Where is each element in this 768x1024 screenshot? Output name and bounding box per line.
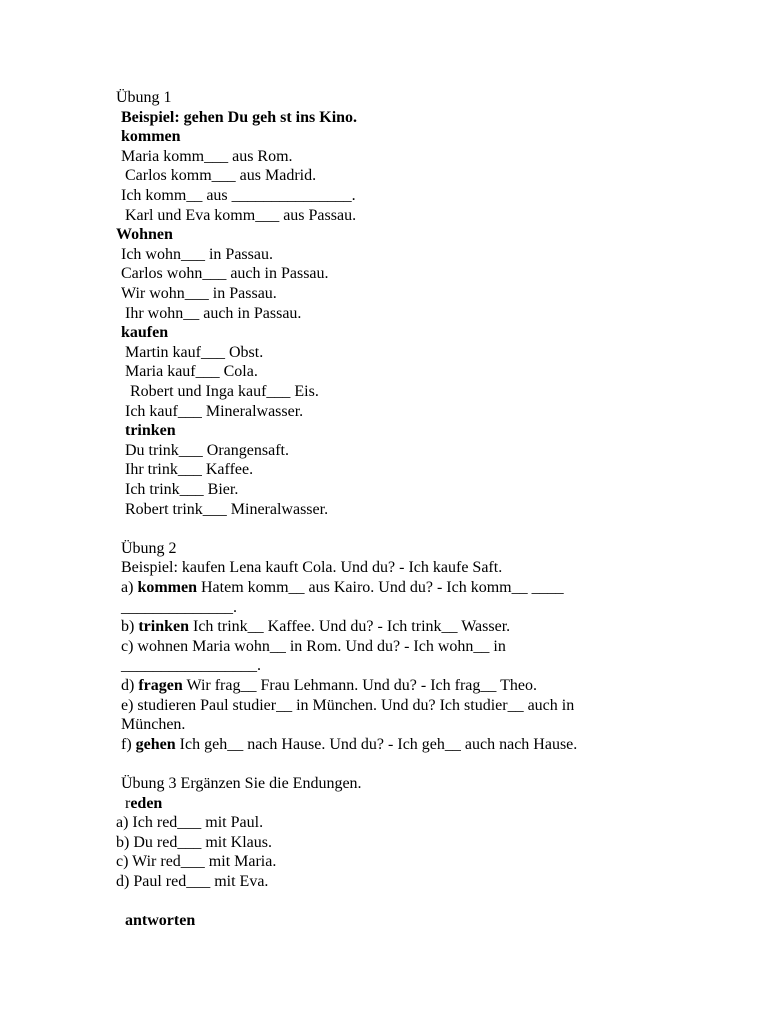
uebung3-title: Übung 3 Ergänzen Sie die Endungen. [121, 775, 362, 792]
exercise-line-e-continued: München. [121, 716, 186, 734]
exercise-line: Ich komm__ aus _______________. [121, 187, 356, 204]
exercise-line: Du trink___ Orangensaft. [125, 441, 289, 459]
exercise-line: c) Wir red___ mit Maria. [116, 853, 277, 871]
exercise-line: Robert trink___ Mineralwasser. [125, 500, 329, 518]
exercise-line: Karl und Eva komm___ aus Passau. [125, 206, 357, 224]
exercise-line: Ihr wohn__ auch in Passau. [125, 304, 302, 322]
exercise-line: Maria kauf___ Cola. [125, 363, 258, 381]
exercise-line-d [121, 676, 537, 696]
exercise-line-f [121, 735, 577, 755]
exercise-line: Maria komm___ aus Rom. [121, 147, 293, 165]
heading-reden-rest: eden [130, 794, 163, 812]
exercise-line: d) Paul red___ mit Eva. [116, 873, 269, 890]
verb-kommen: kommen [137, 579, 197, 596]
verb-trinken: trinken [138, 618, 189, 636]
item-prefix: a) [121, 579, 138, 596]
exercise-line: Ich kauf___ Mineralwasser. [125, 402, 304, 420]
heading-wohnen: Wohnen [116, 226, 173, 244]
heading-reden-first-letter: r [125, 794, 131, 812]
exercise-line: Carlos komm___ aus Madrid. [125, 167, 317, 185]
heading-reden [125, 794, 162, 814]
exercise-line-b [121, 617, 510, 637]
exercise-line: a) Ich red___ mit Paul. [116, 814, 264, 832]
item-text: Ich geh__ nach Hause. Und du? - Ich geh__ auch nach Hause. [175, 735, 578, 753]
uebung1-beispiel: Beispiel: gehen Du geh st ins Kino. [121, 108, 358, 126]
verb-gehen: gehen [135, 735, 176, 753]
exercise-line: Ich trink___ Bier. [125, 481, 239, 498]
exercise-line: Wir wohn___ in Passau. [121, 285, 277, 302]
item-text: Ich trink__ Kaffee. Und du? - Ich trink__ Wasser. [189, 618, 511, 636]
exercise-line: Carlos wohn___ auch in Passau. [121, 265, 329, 283]
heading-trinken: trinken [125, 422, 176, 440]
exercise-line-c: c) wohnen Maria wohn__ in Rom. Und du? - Ich wohn__ in [121, 637, 506, 655]
item-text: Hatem komm__ aus Kairo. Und du? - Ich komm__ ____ [197, 579, 564, 596]
exercise-line-a-continued: ______________. [121, 598, 237, 616]
exercise-line-c-continued: _________________. [121, 657, 261, 675]
heading-kommen: kommen [121, 128, 181, 146]
exercise-line: Martin kauf___ Obst. [125, 343, 264, 361]
item-text: Wir frag__ Frau Lehmann. Und du? - Ich frag__ Theo. [182, 677, 537, 694]
exercise-line-e: e) studieren Paul studier__ in München. Und du? Ich studier__ auch in [121, 696, 575, 714]
verb-fragen: fragen [138, 677, 183, 694]
exercise-line: b) Du red___ mit Klaus. [116, 833, 272, 851]
item-prefix: f) [121, 735, 136, 753]
exercise-line: Robert und Inga kauf___ Eis. [130, 383, 319, 400]
exercise-line: Ihr trink___ Kaffee. [125, 461, 254, 479]
heading-antworten: antworten [125, 912, 196, 930]
heading-kaufen: kaufen [121, 324, 169, 342]
uebung2-beispiel: Beispiel: kaufen Lena kauft Cola. Und du? - Ich kaufe Saft. [121, 559, 503, 577]
exercise-line: Ich wohn___ in Passau. [121, 245, 273, 263]
item-prefix: b) [121, 618, 139, 636]
item-prefix: d) [121, 677, 139, 694]
uebung1-title: Übung 1 [116, 89, 172, 106]
exercise-line-a [121, 578, 564, 598]
uebung2-title: Übung 2 [121, 539, 177, 557]
